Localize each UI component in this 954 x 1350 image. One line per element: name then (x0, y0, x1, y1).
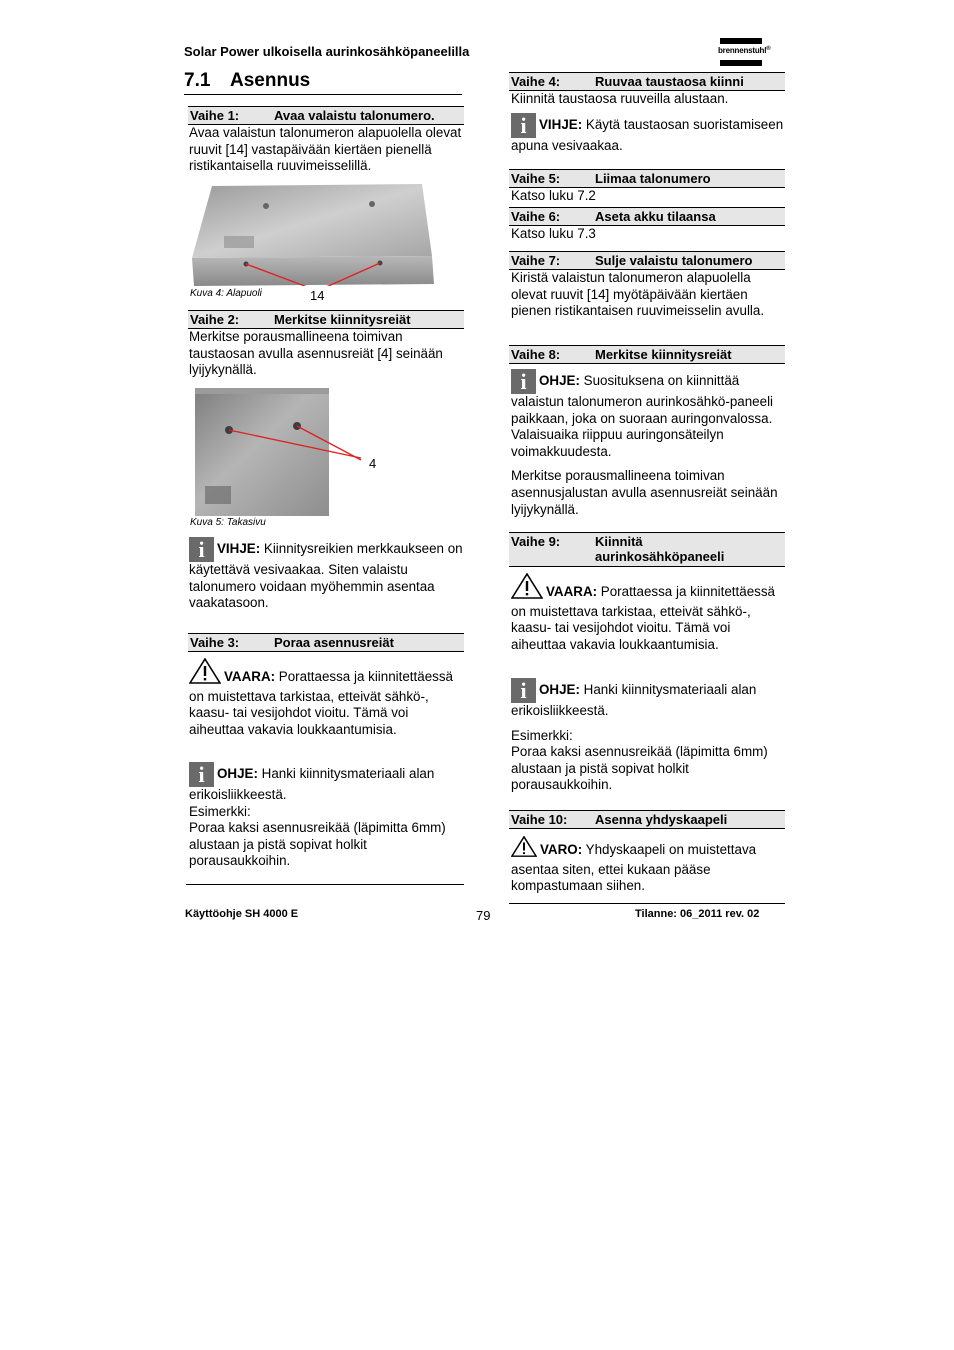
step-number: Vaihe 3: (190, 635, 240, 650)
figure-4-bottom-view (192, 184, 436, 286)
logo-bar-top (720, 38, 762, 44)
note-1-text (189, 762, 464, 804)
note-2-text (511, 369, 785, 460)
figure-4-drawing (192, 184, 436, 286)
step-4-heading (509, 72, 785, 91)
step-9-heading (509, 532, 785, 567)
figure-4-caption: Kuva 4: Alapuoli (190, 288, 262, 299)
note-3-block (511, 678, 785, 794)
hint-2-text (511, 113, 785, 155)
figure-5-drawing (195, 388, 370, 516)
step-number: Vaihe 2: (190, 312, 240, 327)
section-number: 7.1 (184, 70, 211, 91)
note-2-block (511, 369, 785, 518)
step-7-heading (509, 251, 785, 270)
hint-2-block (511, 113, 785, 155)
step-number: Vaihe 7: (511, 253, 561, 268)
step-number: Vaihe 10: (511, 812, 568, 827)
step-number: Vaihe 1: (190, 108, 240, 123)
step-title-line-2: aurinkosähköpaneeli (595, 549, 725, 564)
step-8-block (509, 345, 785, 364)
step-title: Sulje valaistu talonumero (595, 253, 753, 268)
logo-registered-mark: ® (766, 46, 771, 52)
hint-label: VIHJE: (539, 117, 583, 132)
example-text: Poraa kaksi asennusreikää (läpimitta 6mm) alustaan ja pistä sopivat holkit porausaukkoihin. (511, 744, 768, 793)
step-5-text: Katso luku 7.2 (511, 188, 596, 203)
step-7-text: Kiristä valaistun talonumeron alapuolella olevat ruuvit [14] myötäpäivään kiertäen pienen ristikantaisen ruuvimeisselin avulla. (511, 270, 765, 319)
figure-5-back-view (195, 388, 370, 516)
step-title-line-1: Kiinnitä (595, 534, 643, 549)
danger-body: Porattaessa ja kiinnitettäessä on muistettava tarkistaa, etteivät sähkö-, kaasu- tai vesijohdot vioitu. Tämä voi aiheuttaa vakavia loukkaantumisia. (189, 669, 453, 737)
step-6-block (509, 207, 785, 243)
step-1-text: Avaa valaistun talonumeron alapuolella olevat ruuvit [14] vastapäivään kiertäen pienellä ristikantaisella ruuvimeisselillä. (189, 125, 462, 174)
hint-body: Käytä taustaosan suoristamiseen apuna vesivaakaa. (511, 117, 784, 153)
hint-1-text (189, 537, 464, 612)
step-2-text: Merkitse porausmallineena toimivan taustaosan avulla asennusreiät [4] seinään lyijykynällä. (189, 329, 443, 378)
warning-triangle-icon (511, 573, 543, 604)
note-body: Suosituksena on kiinnittää valaistun talonumeron aurinkosähkö-paneeli paikkaan, joka on suoraan auringonvalossa. Valaisuaika riippuu auringonsäteilyn voimakkuudesta. (511, 373, 774, 459)
caution-body: Yhdyskaapeli on muistettava asentaa siten, ettei kukaan pääse kompastumaan siihen. (511, 842, 757, 894)
step-title: Asenna yhdyskaapeli (595, 812, 728, 827)
caution-text (511, 836, 785, 895)
figure-4-callout: 14 (310, 288, 325, 303)
danger-label: VAARA: (224, 669, 276, 684)
danger-body: Porattaessa ja kiinnitettäessä on muistettava tarkistaa, etteivät sähkö-, kaasu- tai vesijohdot vioitu. Tämä voi aiheuttaa vakavia loukkaantumisia. (511, 584, 775, 652)
caution-label: VARO: (540, 842, 583, 857)
info-icon: i (189, 537, 214, 562)
brand-logo (718, 38, 782, 68)
example-text: Poraa kaksi asennusreikää (läpimitta 6mm) alustaan ja pistä sopivat holkit porausaukkoihin. (189, 820, 446, 869)
step-number: Vaihe 6: (511, 209, 561, 224)
logo-text (718, 46, 771, 55)
step-title: Merkitse kiinnitysreiät (274, 312, 411, 327)
step-5-block (509, 169, 785, 205)
step-8-text: Merkitse porausmallineena toimivan asennusjalustan avulla asennusreiät seinään lyijykynällä. (511, 468, 778, 517)
danger-1-text (189, 658, 464, 738)
step-title: Avaa valaistu talonumero. (274, 108, 435, 123)
note-label: OHJE: (539, 373, 580, 388)
figure-5-callout: 4 (369, 456, 377, 471)
danger-2-block (511, 573, 785, 653)
step-title: Liimaa talonumero (595, 171, 711, 186)
step-number: Vaihe 4: (511, 74, 561, 89)
hint-label: VIHJE: (217, 541, 261, 556)
step-number: Vaihe 9: (511, 534, 561, 549)
caution-block (511, 836, 785, 895)
step-number: Vaihe 5: (511, 171, 561, 186)
step-7-block (509, 251, 785, 320)
left-column (188, 106, 464, 175)
hint-body: Kiinnitysreikien merkkaukseen on käytettävä vesivaakaa. Siten valaistu talonumero voidaan myöhemmin asentaa vaakatasoon. (189, 541, 463, 611)
step-6-heading (509, 207, 785, 226)
example-label: Esimerkki: (511, 727, 573, 743)
document-header-title: Solar Power ulkoisella aurinkosähköpaneelilla (184, 44, 470, 59)
step-6-text: Katso luku 7.3 (511, 226, 596, 241)
section-heading (184, 70, 462, 95)
step-title (595, 534, 783, 564)
note-3-text (511, 678, 785, 720)
left-column-end-rule (186, 884, 464, 885)
step-3-heading (188, 633, 464, 652)
example-label: Esimerkki: (189, 803, 251, 819)
note-body: Hanki kiinnitysmateriaali alan erikoisliikkeestä. (511, 682, 757, 718)
step-5-heading (509, 169, 785, 188)
note-label: OHJE: (539, 682, 580, 697)
step-title: Ruuvaa taustaosa kiinni (595, 74, 744, 89)
step-1-heading (188, 106, 464, 125)
hint-1-block (189, 537, 464, 612)
note-body: Hanki kiinnitysmateriaali alan erikoisliikkeestä. (189, 766, 435, 802)
step-3-block (188, 633, 464, 652)
step-9-block (509, 532, 785, 567)
right-column (509, 72, 785, 108)
step-8-heading (509, 345, 785, 364)
info-icon: i (511, 113, 536, 138)
danger-2-text (511, 573, 785, 653)
figure-5-caption: Kuva 5: Takasivu (190, 517, 266, 528)
footer-manual-title: Käyttöohje SH 4000 E (185, 908, 299, 920)
step-title: Aseta akku tilaansa (595, 209, 716, 224)
danger-1-block (189, 658, 464, 738)
step-4-text: Kiinnitä taustaosa ruuveilla alustaan. (511, 91, 729, 106)
warning-triangle-icon (511, 836, 537, 862)
step-10-heading (509, 810, 785, 829)
note-label: OHJE: (217, 766, 258, 781)
note-1-block (189, 762, 464, 870)
section-title: Asennus (230, 70, 311, 91)
footer-revision: Tilanne: 06_2011 rev. 02 (635, 908, 760, 920)
step-2-heading (188, 310, 464, 329)
warning-triangle-icon (189, 658, 221, 689)
info-icon: i (511, 678, 536, 703)
step-10-block (509, 810, 785, 829)
step-number: Vaihe 8: (511, 347, 561, 362)
info-icon: i (189, 762, 214, 787)
right-column-end-rule (509, 903, 785, 904)
footer-page-number: 79 (476, 908, 491, 923)
danger-label: VAARA: (546, 584, 598, 599)
left-column-step-2 (188, 310, 464, 379)
step-title: Poraa asennusreiät (274, 635, 394, 650)
logo-bar-bottom (720, 60, 762, 66)
info-icon: i (511, 369, 536, 394)
step-title: Merkitse kiinnitysreiät (595, 347, 732, 362)
logo-wordmark: brennenstuhl (718, 46, 767, 55)
